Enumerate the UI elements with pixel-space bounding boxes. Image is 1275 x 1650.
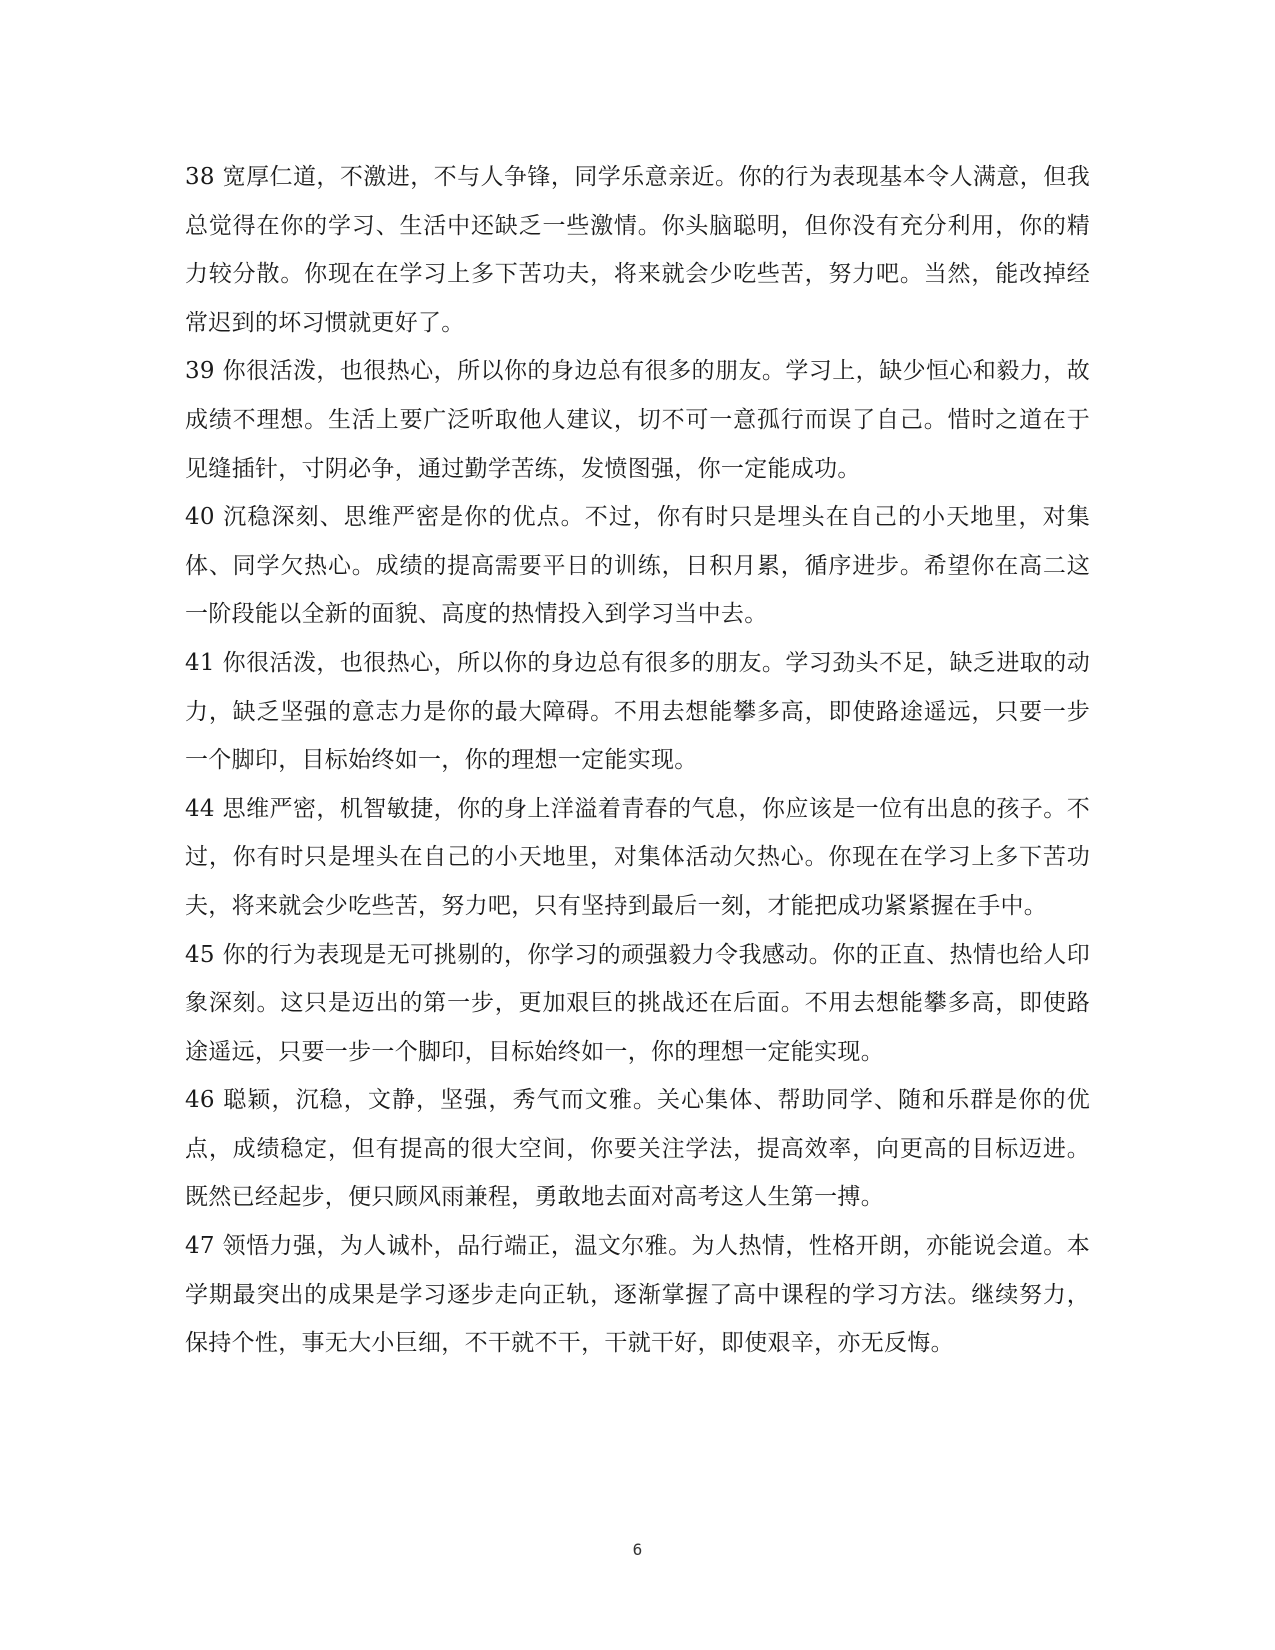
paragraph-40: 40 沉稳深刻、思维严密是你的优点。不过，你有时只是埋头在自己的小天地里，对集体、同学欠热心。成绩的提高需要平日的训练，日积月累，循序进步。希望你在高二这一阶段能以全新的面貌、高度的热情投入到学习当中去。 bbox=[185, 504, 1090, 628]
paragraph-41: 41 你很活泼，也很热心，所以你的身边总有很多的朋友。学习劲头不足，缺乏进取的动力，缺乏坚强的意志力是你的最大障碍。不用去想能攀多高，即使路途遥远，只要一步一个脚印，目标始终如一，你的理想一定能实现。 bbox=[185, 649, 1090, 774]
paragraph-38: 38 宽厚仁道，不激进，不与人争锋，同学乐意亲近。你的行为表现基本令人满意，但我总觉得在你的学习、生活中还缺乏一些激情。你头脑聪明，但你没有充分利用，你的精力较分散。你现在在学习上多下苦功夫，将来就会少吃些苦，努力吧。当然，能改掉经常迟到的坏习惯就更好了。 bbox=[185, 164, 1090, 336]
paragraph-46: 46 聪颖，沉稳，文静，坚强，秀气而文雅。关心集体、帮助同学、随和乐群是你的优点，成绩稳定，但有提高的很大空间，你要关注学法，提高效率，向更高的目标迈进。既然已经起步，便只顾风雨兼程，勇敢地去面对高考这人生第一搏。 bbox=[185, 1087, 1090, 1211]
paragraph-39: 39 你很活泼，也很热心，所以你的身边总有很多的朋友。学习上，缺少恒心和毅力，故成绩不理想。生活上要广泛听取他人建议，切不可一意孤行而误了自己。惜时之道在于见缝插针，寸阴必争，通过勤学苦练，发愤图强，你一定能成功。 bbox=[185, 358, 1090, 482]
document-body bbox=[185, 153, 1090, 1368]
paragraph-45: 45 你的行为表现是无可挑剔的，你学习的顽强毅力令我感动。你的正直、热情也给人印象深刻。这只是迈出的第一步，更加艰巨的挑战还在后面。不用去想能攀多高，即使路途遥远，只要一步一个脚印，目标始终如一，你的理想一定能实现。 bbox=[185, 941, 1090, 1065]
paragraph-44: 44 思维严密，机智敏捷，你的身上洋溢着青春的气息，你应该是一位有出息的孩子。不过，你有时只是埋头在自己的小天地里，对集体活动欠热心。你现在在学习上多下苦功夫，将来就会少吃些苦，努力吧，只有坚持到最后一刻，才能把成功紧紧握在手中。 bbox=[185, 795, 1090, 919]
paragraph-47: 47 领悟力强，为人诚朴，品行端正，温文尔雅。为人热情，性格开朗，亦能说会道。本学期最突出的成果是学习逐步走向正轨，逐渐掌握了高中课程的学习方法。继续努力，保持个性，事无大小巨细，不干就不干，干就干好，即使艰辛，亦无反悔。 bbox=[185, 1233, 1090, 1357]
page-number: 6 bbox=[632, 1540, 643, 1559]
